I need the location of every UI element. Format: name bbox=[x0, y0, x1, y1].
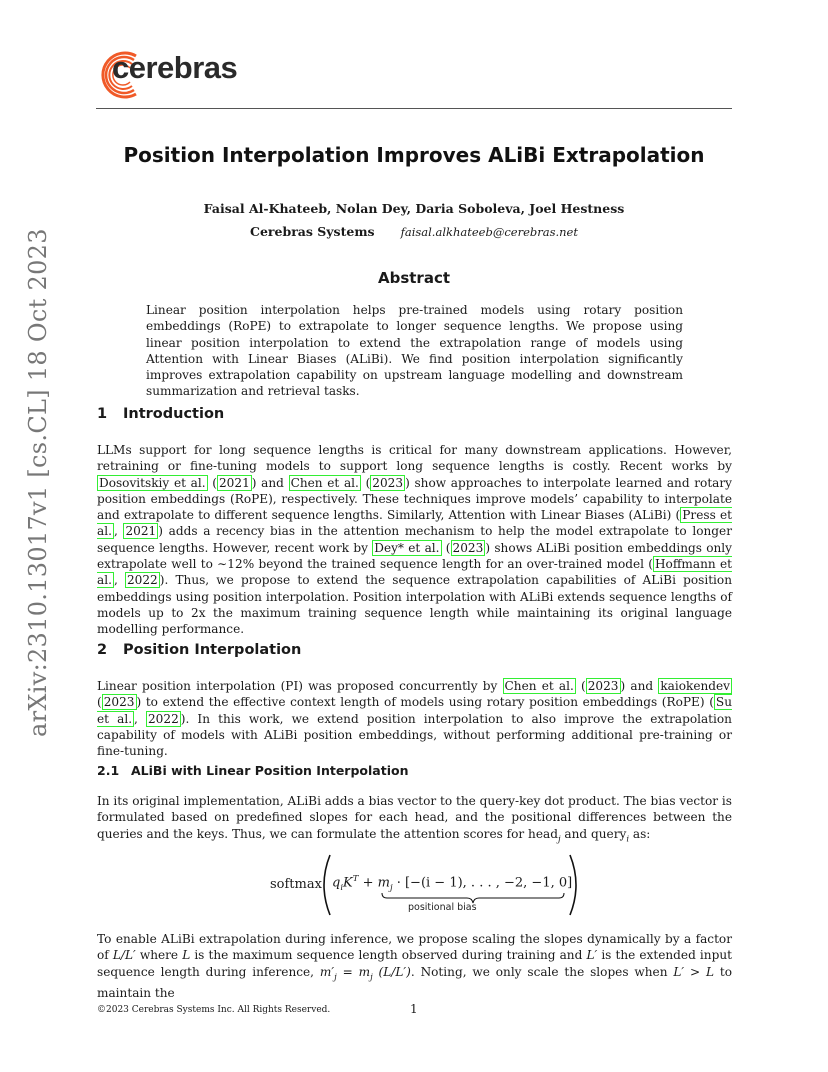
section-number: 1 bbox=[97, 406, 108, 422]
text-run: = bbox=[336, 964, 359, 979]
introduction-paragraph: LLMs support for long sequence lengths is critical for many downstream applications. However, retraining or fine-tuning models to support long sequence lengths is costly. Recent works by Dosovitskiy et al. ( 2021 ) and Chen et al. ( 2023 ) show approaches to interpolate learned and rotary position embeddings (RoPE), respectively. These techniques improve models’ capability to interpolate and extrapolate to different sequence lengths. Similarly, Attention with Linear Biases (ALiBi) ( Press et al. , 2021 ) adds a recency bias in the attention mechanism to help the model extrapolate to longer sequence lengths. However, recent work by Dey* et al. ( 2023 ) shows ALiBi position embeddings only extrapolate well to ∼12% beyond the trained sequence length for an over-trained model ( Hoffmann et al. , 2022 ). Thus, we propose to extend the sequence extrapolation capabilities of ALiBi position embeddings using position interpolation. Position interpolation with ALiBi extends sequence lengths of models up to 2x the maximum training sequence length while maintaining its original language modelling performance. bbox=[97, 443, 732, 637]
section-title: Introduction bbox=[123, 406, 225, 422]
math-inline: (L/L′) bbox=[372, 964, 411, 979]
text-run: ). Thus, we propose to extend the sequence extrapolation capabilities of ALiBi position embeddings using position interpolation. Position interpolation with ALiBi extends sequence lengths of models up to 2x the maximum training sequence length while maintaining its original language modelling performance. bbox=[97, 573, 732, 637]
text-run: as: bbox=[629, 826, 651, 841]
page-number: 1 bbox=[410, 1002, 418, 1016]
text-run: and query bbox=[560, 826, 627, 841]
citation-link[interactable]: Chen et al. bbox=[290, 475, 359, 490]
citation-year-link[interactable]: 2022 bbox=[126, 573, 158, 588]
eq-subscript: i bbox=[340, 882, 344, 893]
subsection-heading-alibi bbox=[97, 763, 408, 778]
citation-link[interactable]: Hoffmann et al. bbox=[97, 557, 732, 588]
text-run: . Noting, we only scale the slopes when bbox=[410, 964, 674, 979]
position-interpolation-paragraph: Linear position interpolation (PI) was proposed concurrently by Chen et al. ( 2023 ) and kaiokendev ( 2023 ) to extend the effective context length of models using rotary position embeddings (RoPE) ( Su et al. , 2022 ). In this work, we extend position interpolation to also improve the extrapolation capability of models with ALiBi position embeddings, without performing additional pre-training or fine-tuning. bbox=[97, 679, 732, 759]
citation-year-link[interactable]: 2023 bbox=[452, 540, 484, 555]
math-inline: m′ bbox=[319, 964, 335, 979]
eq-operator: + bbox=[358, 875, 378, 891]
scaling-paragraph bbox=[97, 931, 732, 1002]
text-run: ) adds a recency bias in the attention mechanism to help the model extrapolate to longer sequence lengths. However, recent work by bbox=[97, 524, 732, 555]
text-run: In its original implementation, ALiBi adds a bias vector to the query-key dot product. The bias vector is formulated based on predefined slopes for each head, and the positional differences between the queries and the keys. Thus, we can formulate the attention scores for head bbox=[97, 794, 732, 841]
citation-link[interactable]: Su et al. bbox=[97, 695, 732, 726]
subsection-title: ALiBi with Linear Position Interpolation bbox=[131, 763, 409, 778]
eq-symbol: K bbox=[343, 875, 353, 891]
section-heading-position-interpolation bbox=[97, 642, 301, 658]
eq-subscript: j bbox=[389, 882, 393, 893]
citation-link[interactable]: Press et al. bbox=[97, 508, 732, 539]
subsection-number: 2.1 bbox=[97, 763, 120, 778]
author-email[interactable]: faisal.alkhateeb@cerebras.net bbox=[400, 225, 578, 239]
text-run: show approaches to interpolate learned and rotary position embeddings (RoPE), respectively. These techniques improve models’ capability to interpolate and extrapolate to different sequence lengths. Similarly, Attention with Linear Biases (ALiBi) ( bbox=[97, 475, 732, 523]
arxiv-identifier: arXiv:2310.13017v1 [cs.CL] 18 Oct 2023 bbox=[24, 228, 52, 737]
text-run: ). In this work, we extend position interpolation to also improve the extrapolation capability of models with ALiBi position embeddings, without performing additional pre-training or fine-tuning. bbox=[97, 711, 732, 759]
equation-body bbox=[332, 874, 572, 893]
affiliation-line bbox=[96, 224, 732, 239]
eq-underbrace-label: positional bias bbox=[408, 902, 477, 913]
affiliation: Cerebras Systems bbox=[250, 224, 375, 239]
citation-link[interactable]: Dosovitskiy et al. bbox=[99, 475, 206, 490]
text-run: To enable ALiBi extrapolation during inference, we propose scaling the slopes dynamically by a factor of bbox=[97, 932, 732, 963]
paper-title: Position Interpolation Improves ALiBi Extrapolation bbox=[123, 143, 705, 167]
abstract-heading: Abstract bbox=[377, 269, 451, 287]
citation-year-link[interactable]: 2023 bbox=[372, 475, 404, 490]
text-run: and bbox=[625, 679, 659, 693]
math-inline: L/L′ bbox=[112, 948, 136, 963]
alibi-paragraph bbox=[97, 793, 732, 847]
text-run: shows ALiBi position embeddings only extrapolate well to ∼12% beyond the trained sequence length for an over-trained model ( bbox=[97, 540, 732, 572]
text-run: Linear position interpolation (PI) was proposed concurrently by bbox=[97, 679, 503, 693]
subscript: j bbox=[370, 972, 373, 982]
citation-year-link[interactable]: 2022 bbox=[147, 711, 179, 726]
math-inline: L′ > L bbox=[673, 964, 714, 979]
paper-authors: Faisal Al-Khateeb, Nolan Dey, Daria Soboleva, Joel Hestness bbox=[203, 201, 625, 216]
subscript: j bbox=[334, 972, 337, 982]
math-inline: L′ bbox=[586, 948, 598, 963]
section-heading-introduction bbox=[97, 406, 224, 422]
citation-year-link[interactable]: 2021 bbox=[125, 524, 157, 539]
subscript: i bbox=[626, 834, 630, 844]
eq-symbol: m bbox=[377, 875, 390, 891]
footer-copyright: ©2023 Cerebras Systems Inc. All Rights Reserved. bbox=[97, 1005, 331, 1015]
text-run: to maintain the bbox=[97, 964, 732, 1001]
section-title: Position Interpolation bbox=[123, 642, 302, 658]
section-number: 2 bbox=[97, 642, 108, 658]
citation-link[interactable]: Dey* et al. bbox=[374, 540, 440, 555]
citation-link[interactable]: kaiokendev bbox=[660, 679, 731, 693]
text-run: is the extended input sequence length during inference, bbox=[97, 948, 732, 979]
eq-softmax: softmax bbox=[270, 877, 322, 892]
header-rule bbox=[96, 108, 732, 109]
text-run: to extend the effective context length of models using rotary position embeddings (RoPE) ( bbox=[141, 695, 714, 710]
eq-bias-vector: · [−(i − 1), . . . , −2, −1, 0] bbox=[392, 875, 573, 891]
eq-symbol: q bbox=[332, 875, 341, 891]
cerebras-logo bbox=[96, 48, 276, 102]
citation-year-link[interactable]: 2023 bbox=[587, 679, 619, 693]
text-run: and bbox=[256, 475, 289, 490]
citation-year-link[interactable]: 2021 bbox=[218, 475, 250, 490]
text-run: is the maximum sequence length observed during training and bbox=[190, 948, 587, 963]
text-run: where bbox=[135, 948, 183, 963]
citation-link[interactable]: Chen et al. bbox=[504, 679, 574, 693]
subscript: j bbox=[557, 834, 561, 844]
abstract-text: Linear position interpolation helps pre-trained models using rotary position embeddings (RoPE) to extrapolate to longer sequence lengths. We propose using linear position interpolation to extend the extrapolation range of models using Attention with Linear Biases (ALiBi). We find position interpolation significantly improves extrapolation capability on upstream language modelling and downstream summarization and retrieval tasks. bbox=[146, 303, 683, 399]
math-inline: m bbox=[358, 964, 371, 979]
citation-year-link[interactable]: 2023 bbox=[103, 695, 135, 710]
text-run: LLMs support for long sequence lengths is critical for many downstream applications. However, retraining or fine-tuning models to support long sequence lengths is costly. Recent works by bbox=[97, 443, 732, 474]
math-inline: L bbox=[182, 948, 191, 963]
logo-text: cerebras bbox=[112, 50, 238, 85]
eq-superscript: T bbox=[352, 874, 359, 884]
attention-equation bbox=[270, 853, 573, 923]
